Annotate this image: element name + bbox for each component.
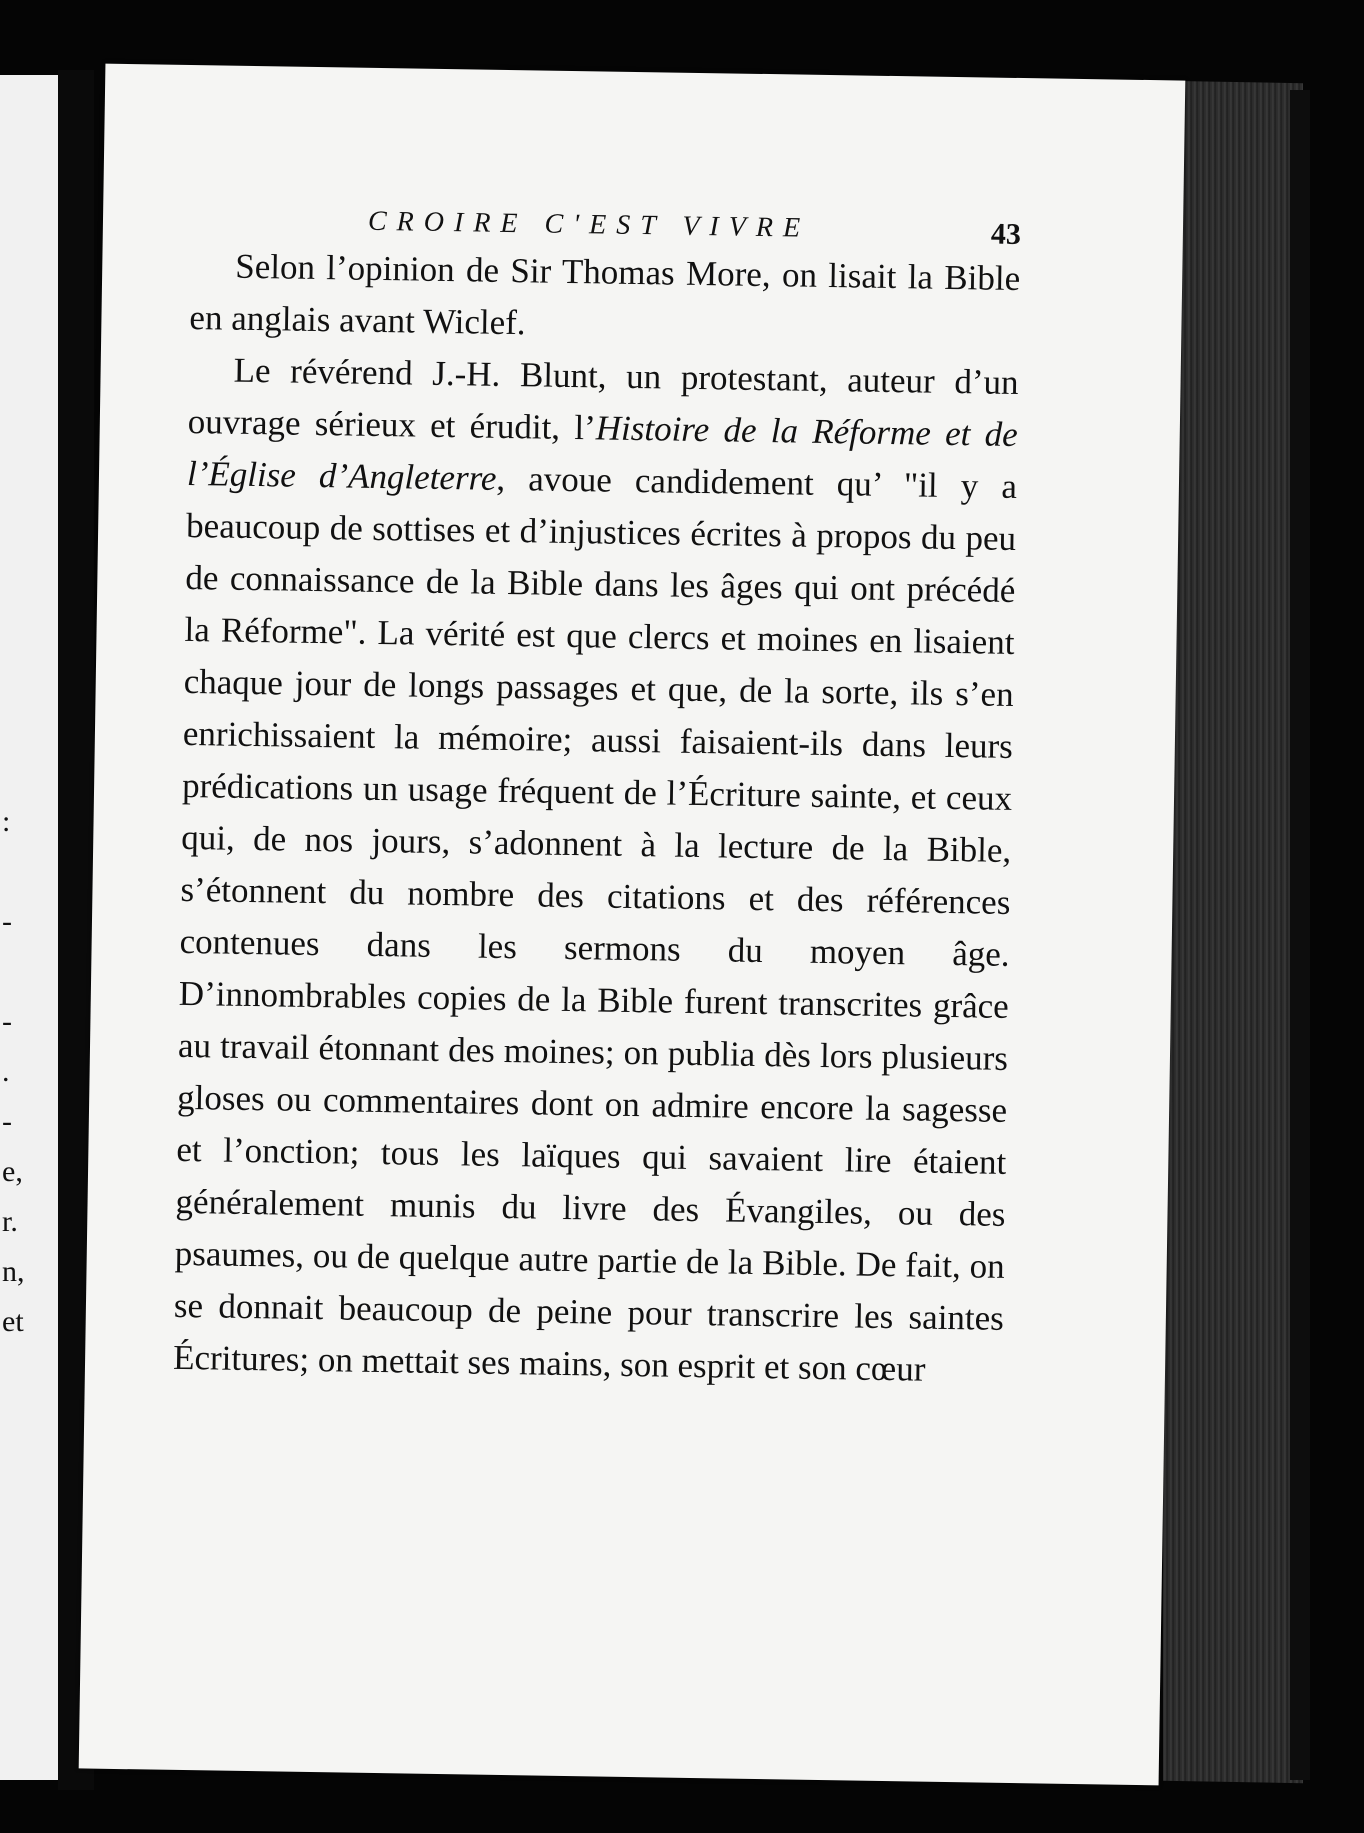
running-head-title: CROIRE C'EST VIVRE [367,205,811,244]
text-run: Le révérend J.-H. Blunt, un protestant, auteur d’un ouvrage sérieux et érudit, l’ [187,350,1019,448]
facing-page-fragment: n, [2,1255,25,1288]
facing-page-fragment: : [2,805,11,838]
facing-page-fragment: r. [2,1205,18,1238]
running-head [368,206,1148,250]
body-text [173,240,1021,1397]
text-run: Selon l’opinion de Sir Thomas More, on lisait la Bible en anglais avant Wiclef. [189,246,1021,343]
facing-page-fragment: - [2,1005,12,1038]
book-edge-shadow [1290,90,1310,1780]
page-number: 43 [990,217,1022,252]
facing-page-fragment: . [2,1055,10,1088]
facing-page-fragment: - [2,1105,12,1138]
facing-page-fragment: - [2,905,12,938]
book-page [79,64,1186,1786]
page-stack-edge [1163,81,1303,1783]
paragraph [173,344,1019,1397]
facing-page-fragment: e, [2,1155,23,1188]
facing-page-fragment: et [2,1305,24,1338]
text-run: , avoue candidement qu’ "il y a beaucoup de sottises et d’injustices écrites à propos du peu de connaissance de la Bible dans les âges qui ont précédé la Réforme". La vérité est que clercs et moines en lisaient chaque jour de longs passages et que, de la sorte, ils s’en enrichissaient la mémoire; aussi faisaient-ils dans leurs prédications un usage fréquent de l’Écriture sainte, et ceux qui, de nos jours, s’adonnent à la lecture de la Bible, s’étonnent du nombre des citations et des références contenues dans les sermons du moyen âge. D’innombrables copies de la Bible furent transcrites grâce au travail étonnant des moines; on publia dès lors plusieurs gloses ou commentaires dont on admire encore la sagesse et l’onction; tous les laïques qui savaient lire étaient généralement munis du livre des Évangiles, ou des psaumes, ou de quelque autre partie de la Bible. De fait, on se donnait beaucoup de peine pour transcrire les saintes Écritures; on mettait ses mains, son esprit et son cœur [172,458,1018,1389]
paragraph [189,240,1021,357]
italic-title: Histoire de la Réforme et de l’Église d’Angleterre [186,408,1019,498]
